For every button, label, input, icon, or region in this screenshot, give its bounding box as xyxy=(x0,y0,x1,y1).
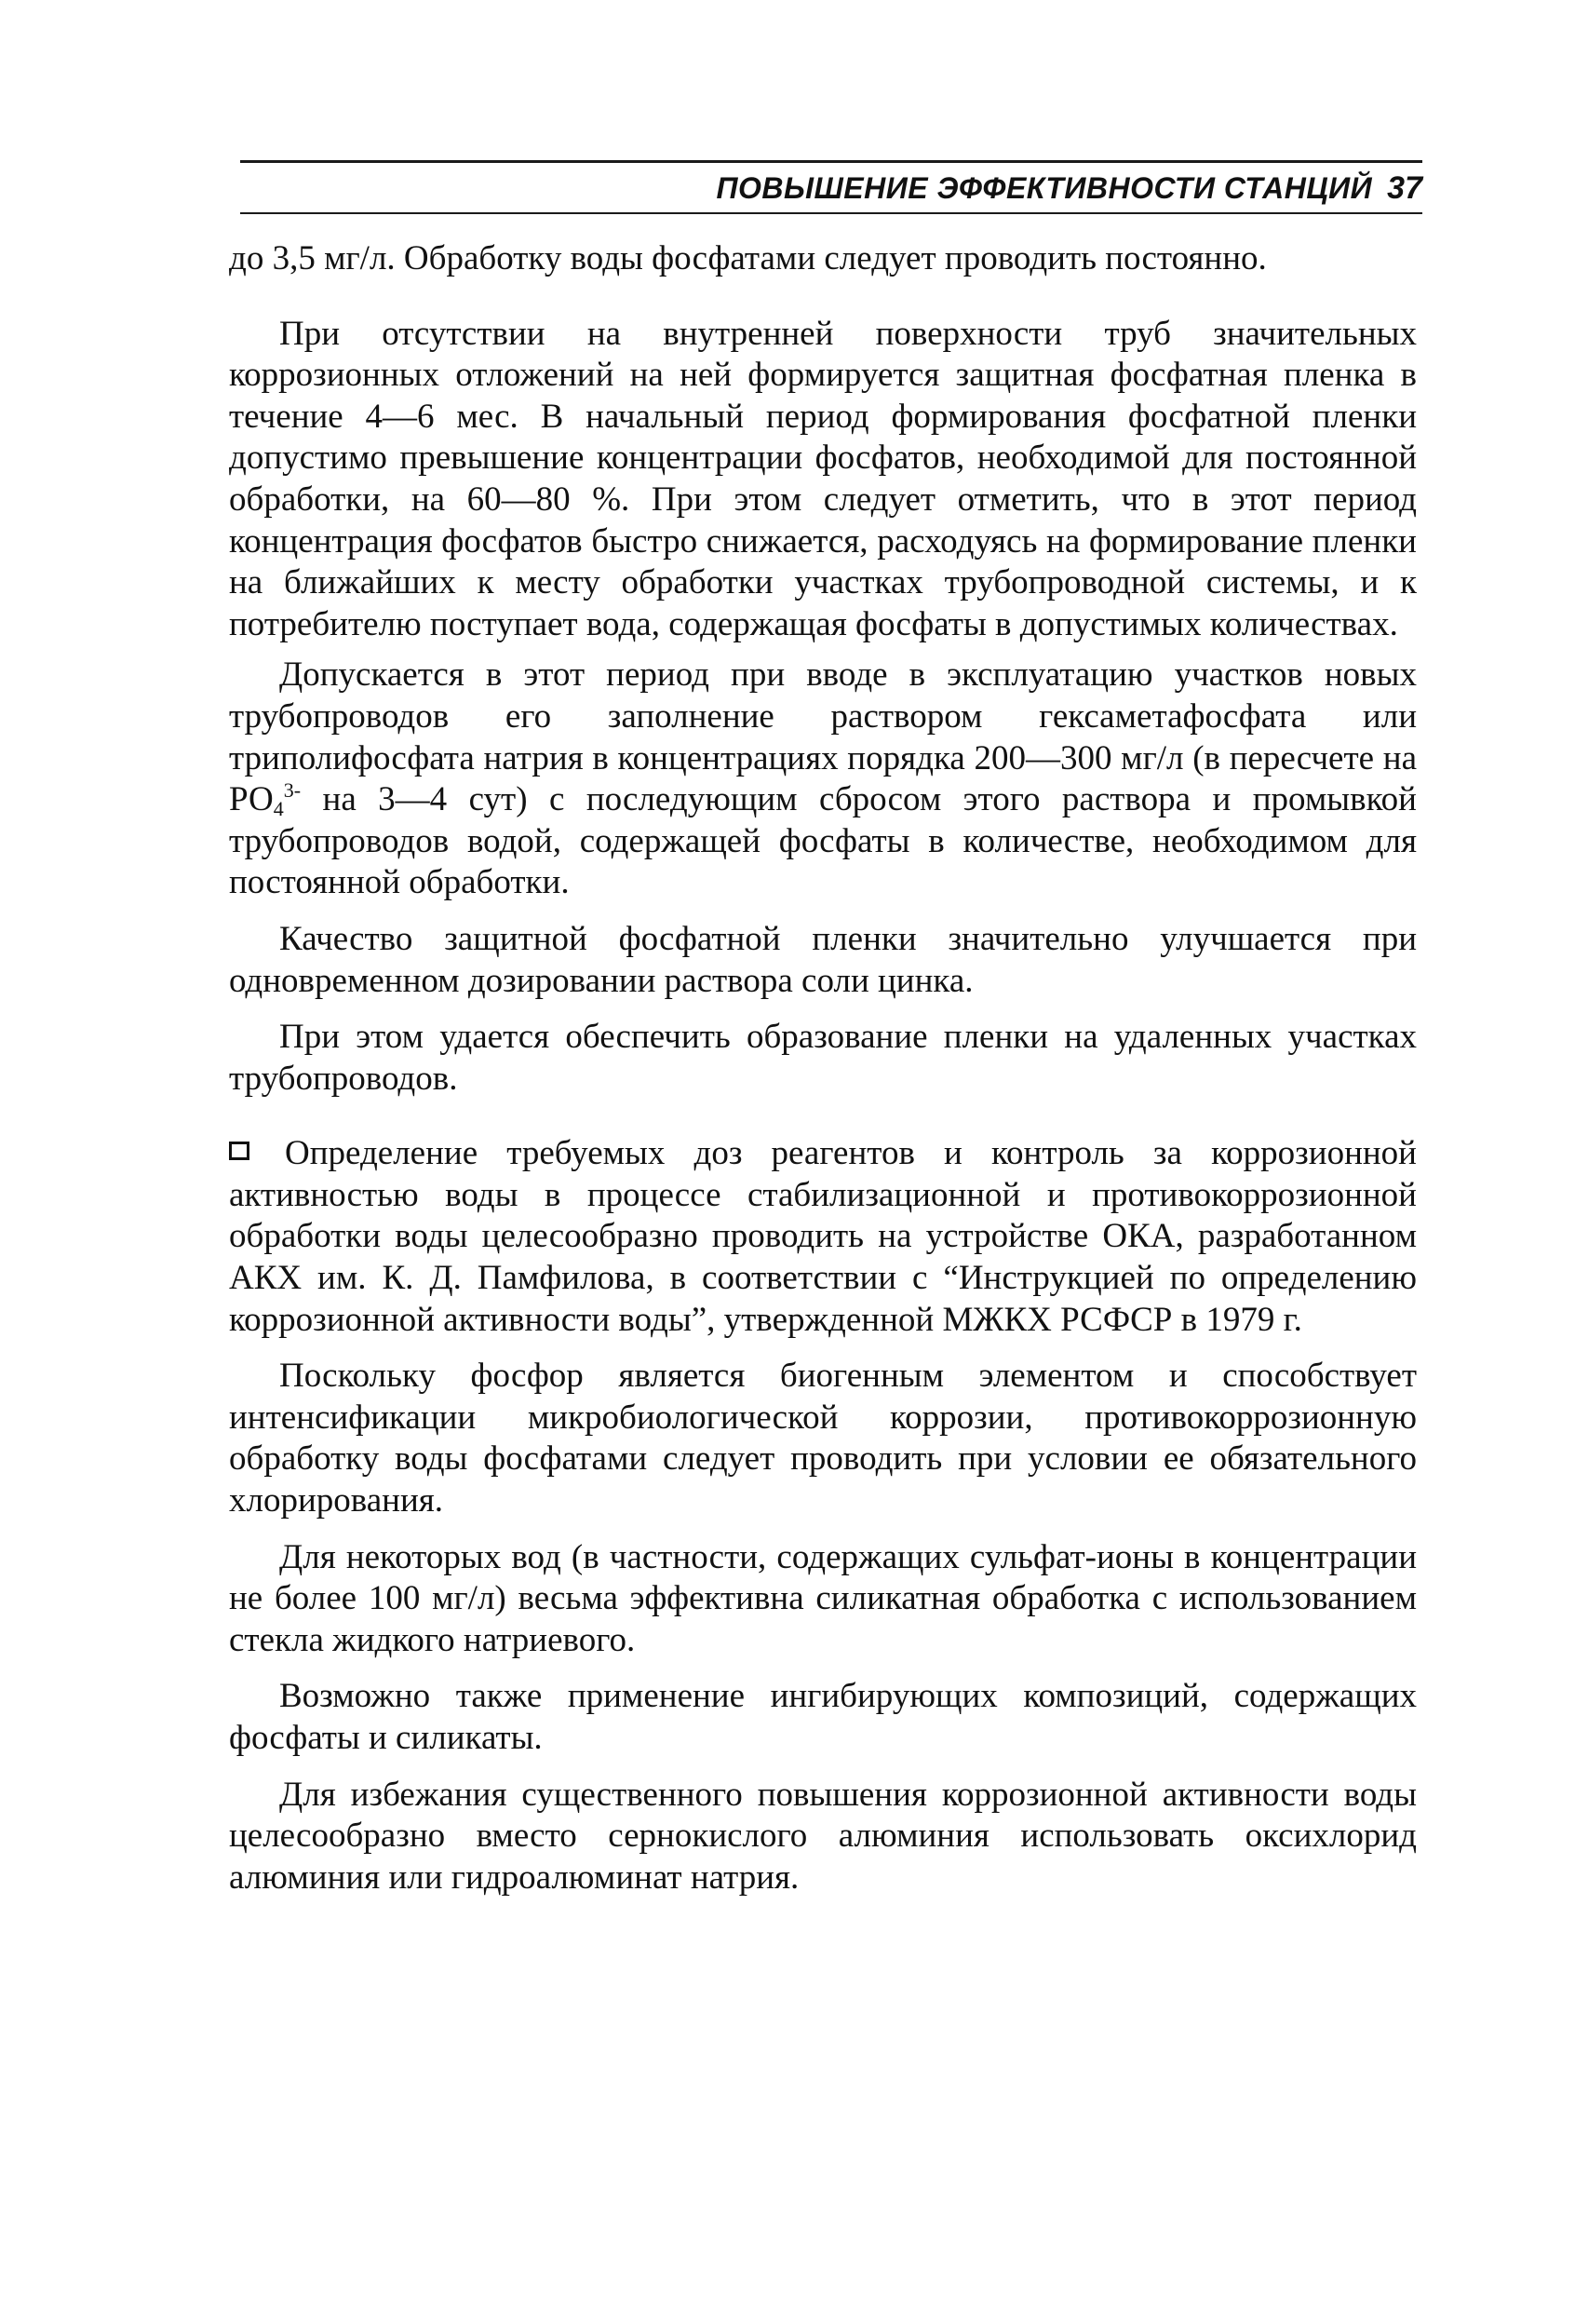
paragraph-9: Возможно также применение ингибирующих композиций, содержащих фосфаты и силикаты. xyxy=(229,1677,1417,1757)
phosphate-subscript: 4 xyxy=(273,797,284,821)
header-rule-top xyxy=(240,160,1422,163)
paragraph-2: При отсутствии на внутренней поверхности труб значительных коррозионных отложений на ней формируется защитная фосфатная пленка в течение 4—6 мес. В начальный период формирования фосфатной пленки допустимо превышение концентрации фосфатов, необходимой для постоянной обработки, на 60—80 %. При этом следует отметить, что в этот период концентрация фосфатов быстро снижается, расходуясь на формирование пленки на ближайших к месту обработки участках трубопроводной системы, и к потребителю поступает вода, содержащая фосфаты в допустимых количествах. xyxy=(229,314,1417,643)
paragraph-3-text-end: на 3—4 сут) с последующим сбросом этого раствора и промывкой трубопроводов водой, содержащей фосфаты в количестве, необходимом для постоянной обработки. xyxy=(229,780,1417,902)
note-box-icon xyxy=(229,1142,257,1166)
body-text xyxy=(229,238,1417,1898)
paragraph-8: Для некоторых вод (в частности, содержащих сульфат-ионы в концентрации не более 100 мг/л) весьма эффективна силикатная обработка с использованием стекла жидкого натриевого. xyxy=(229,1537,1417,1659)
paragraph-3-text-start: Допускается в этот период при вводе в эксплуатацию участков новых трубопроводов его заполнение раствором гексаметафосфата или триполифосфата натрия в концентрациях порядка 200—300 мг/л (в пересчете на РО xyxy=(229,655,1417,819)
phosphate-superscript: 3- xyxy=(283,778,302,803)
paragraph-6 xyxy=(229,1133,1417,1341)
paragraph-6-text: Определение требуемых доз реагентов и контроль за коррозионной активностью воды в процессе стабилизационной и противокоррозионной обработки воды целесообразно проводить на устройстве ОКА, разработанном АКХ им. К. Д. Памфилова, в соответствии с “Инструкцией по определению коррозионной активности воды”, утвержденной МЖКХ РСФСР в 1979 г. xyxy=(229,1134,1417,1339)
paragraph-7: Поскольку фосфор является биогенным элементом и способствует интенсификации микробиологической коррозии, противокоррозионную обработку воды фосфатами следует проводить при условии ее обязательного хлорирования. xyxy=(229,1357,1417,1520)
paragraph-10: Для избежания существенного повышения коррозионной активности воды целесообразно вместо сернокислого алюминия использовать оксихлорид алюминия или гидроалюминат натрия. xyxy=(229,1775,1417,1897)
paragraph-3 xyxy=(229,655,1417,904)
running-title: ПОВЫШЕНИЕ ЭФФЕКТИВНОСТИ СТАНЦИЙ xyxy=(716,170,1373,205)
paragraph-5: При этом удается обеспечить образование пленки на удаленных участках трубопроводов. xyxy=(229,1018,1417,1098)
header-rule-bottom xyxy=(240,212,1422,214)
paragraph-4: Качество защитной фосфатной пленки значительно улучшается при одновременном дозировании раствора соли цинка. xyxy=(229,919,1417,1000)
paragraph-1: до 3,5 мг/л. Обработку воды фосфатами следует проводить постоянно. xyxy=(229,239,1267,277)
page-number: 37 xyxy=(1387,169,1422,206)
running-head xyxy=(240,166,1422,210)
